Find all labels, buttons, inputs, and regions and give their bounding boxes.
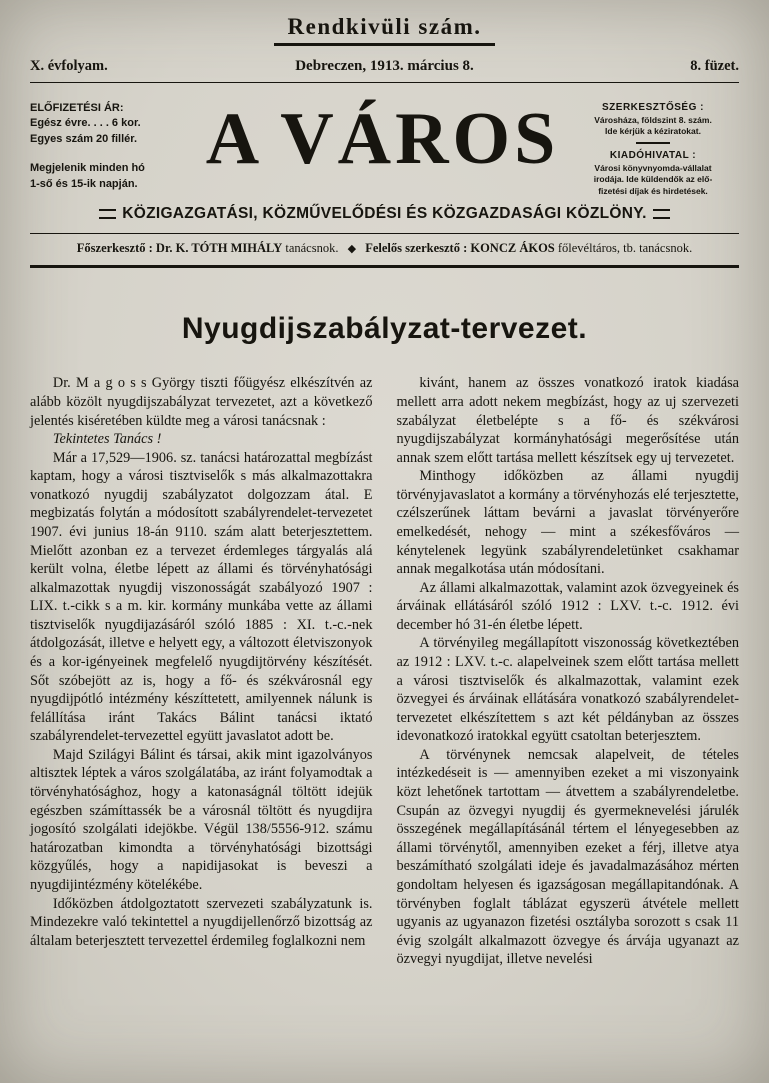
editorial-office-box xyxy=(567,93,739,197)
diamond-ornament: ◆ xyxy=(347,243,357,256)
publisher-office-title: KIADÓHIVATAL : xyxy=(609,150,697,162)
publication-schedule-1: Megjelenik minden hó xyxy=(30,162,145,175)
editorial-office-title: SZERKESZTŐSÉG : xyxy=(602,102,704,113)
article-body xyxy=(30,374,739,969)
responsible-editor-name: KONCZ ÁKOS xyxy=(470,241,555,256)
responsible-editor-role: főlevéltáros, tb. tanácsnok. xyxy=(557,241,693,256)
equals-ornament-right xyxy=(653,209,670,219)
publication-schedule-2: 1-ső és 15-ik napján. xyxy=(30,177,138,190)
chief-editor-role: tanácsnok. xyxy=(285,241,339,256)
masthead xyxy=(30,93,739,197)
rule-below-editors xyxy=(30,265,739,268)
editors-line xyxy=(30,241,739,256)
chief-editor-label: Főszerkesztő : xyxy=(76,241,153,256)
paragraph: kivánt, hanem az összes vonatkozó iratok kiadása mellett arra adott nekem megbízást, hogy az uj szervezeti szabályzat életbelépte s a fő- és székvárosi nyugdijszabályzat kormányhatósági megerősítése után annak szem előtt tartása mellett készítsek egy uj tervezetet. xyxy=(396,375,739,466)
rule-above-editors xyxy=(30,233,739,234)
paragraph-salutation: Tekintetes Tanács ! xyxy=(52,431,162,448)
paragraph: Dr. M a g o s s György tiszti főügyész elkészítvén az alább közölt nyugdijszabályzat tervezetet, azt a következő jelentés kiséretében küldte meg a városi tanácsnak : xyxy=(30,375,373,429)
dateline-rule xyxy=(30,82,739,83)
paragraph: Minthogy időközben az állami nyugdij törvényjavaslatot a kormány a törvényhozás elé terjesztette, czélszerűnek láttam bevárni a javaslat törvényerőre emelkedését, nehogy — mint a székesfőváros — kénytelenek legyünk szabályrendeletünket csakhamar annak megalkotása után módosítani. xyxy=(396,468,739,578)
office-divider-rule xyxy=(636,142,670,144)
subscription-title: ELŐFIZETÉSI ÁR: xyxy=(30,102,124,114)
newspaper-subtitle: KÖZIGAZGATÁSI, KÖZMŰVELŐDÉSI ÉS KÖZGAZDASÁGI KÖZLÖNY. xyxy=(122,205,647,223)
editorial-office-line2: Ide kérjük a kéziratokat. xyxy=(605,125,701,136)
publisher-office-line2: irodája. Ide küldendők az elő- xyxy=(593,174,713,185)
special-issue-banner xyxy=(30,14,739,46)
editorial-office-line1: Városháza, földszint 8. szám. xyxy=(594,114,712,125)
equals-ornament-left xyxy=(99,209,116,219)
paragraph: Majd Szilágyi Bálint és társai, akik mint igazolványos altisztek léptek a város szolgálatába, az iránt folyamodtak a törvényhatósághoz, hogy a katonaságnál töltött idejük egészben számíttassék be a városnál töltött és nyugdijra jogosító szolgálati idejökbe. Végül 138/5556-912. számu határozatban kimondta a törvényhatósági bizottsági közgyűlés, hogy a napidijasokat is beveszi a nyugdijintézmény kötelékébe. xyxy=(30,746,373,893)
paragraph: A törvénynek nemcsak alapelveit, de tételes intézkedéseit is — amennyiben ezeket a mi viszonyaink közt lehetőnek tartottam — átvettem a szabályrendeletbe. Csupán az özvegyi nyugdij és gyermeknevelési járulék összegének megállapításánál tértem el lényegesebben az állami törvénytől, amennyiben ezeket a férj, illetve atya beszámítható szolgálati ideje és javadalmazásához mérten gondoltam helyesen és igazságosan megállapitandónak. A törvényben foglalt táblázat egyszerü átvétele mellett ugyanis az ugyanazon fizetési osztályba sorozott s csak 11 évig szolgált alkalmazott özvegye és árvája ugyanazt az özvegyi nyugdijat, illetve nevelési xyxy=(396,746,739,968)
subscription-box xyxy=(30,93,198,192)
left-column xyxy=(30,374,373,969)
publisher-office-line1: Városi könyvnyomda-vállalat xyxy=(594,162,712,173)
dateline-row xyxy=(30,58,739,75)
newspaper-title: A VÁROS xyxy=(205,98,560,180)
paragraph: Már a 17,529—1906. sz. tanácsi határozattal megbízást kaptam, hogy a városi tisztviselők s más alkalmazottakra vonatkozó nyugdij szabályzatot dolgozzam átal. E megbizatás folytán a módosított szabályrendelet-tervezetet 1907. évi junius 18-án 9110. szám alatt beterjesztettem. Mielőtt azonban ez a tervezet érdemleges tárgyalás alá került volna, életbe lépett az állami és törvényhatósági alkalmazottak nyugdij viszonosságát szabályozó 1907 : LIX. t.-cikk s a m. kir. kormány munkába vette az állami tisztviselők nyugdijazásáról szóló 1885 : XI. t.-c.-nek átdolgozását, illetve e helyett egy, a változott életviszonyok és a kor-igényeinek megfelelő nyugdijtörvény készítését. Sőt szóbejött az is, hogy a fő- és székvárosnál egy nyugdijpótló intézmény készíttetett, amilyennek nálunk is felállítása iránt Takács Bálint tanácsi iktató szabályrendelet-tervezettel együtt javaslatot adott be. xyxy=(30,449,373,745)
right-column xyxy=(397,374,740,969)
masthead-center xyxy=(198,93,567,186)
paragraph: Időközben átdolgoztatott szervezeti szabályzatunk is. Mindezekre való tekintettel a nyugdijellenőrző bizottság az általam beterjesztett tervezettel érdemileg foglalkozni nem xyxy=(30,895,373,949)
article-title: Nyugdijszabályzat-tervezet. xyxy=(181,312,588,346)
date-label: Debreczen, 1913. március 8. xyxy=(295,58,474,74)
publisher-office-line3: fizetési díjak és hirdetések. xyxy=(598,185,708,196)
responsible-editor-label: Felelős szerkesztő : xyxy=(365,241,468,256)
special-issue-text: Rendkivüli szám. xyxy=(274,14,496,46)
volume-label: X. évfolyam. xyxy=(30,58,108,74)
paragraph: A törvényileg megállapított viszonosság következtében az 1912 : LXV. t.-c. alapelveinek szem előtt tartása mellett a városi tisztviselők és alkalmazottak, valamint ezek özvegyei és árváinak ellátására vonatkozó szabályrendelet-tervezetet elkészítettem s azt két példányban az összes idevonatkozó iratokkal együtt csatoltan beterjesztem. xyxy=(396,635,739,745)
subscription-price-issue: Egyes szám 20 fillér. xyxy=(30,132,138,145)
chief-editor-name: Dr. K. TÓTH MIHÁLY xyxy=(155,241,283,256)
paragraph: Az állami alkalmazottak, valamint azok özvegyeinek és árváinak ellátásáról szóló 1912 : LXV. t.-c. 1912. évi december hó 31-én életbe lépett. xyxy=(396,579,739,633)
subscription-price-year: Egész évre. . . . 6 kor. xyxy=(30,117,141,130)
subtitle-row xyxy=(30,205,739,223)
issue-label: 8. füzet. xyxy=(690,58,739,74)
